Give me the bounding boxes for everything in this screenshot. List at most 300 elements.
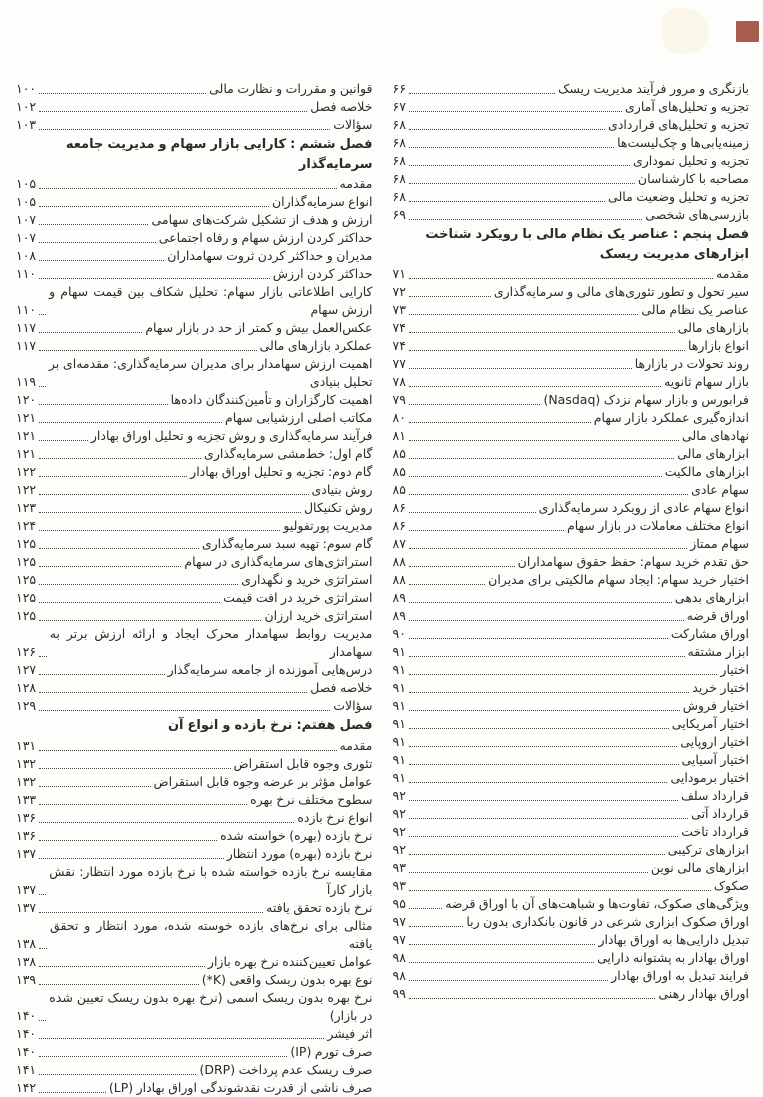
page-number: ۱۳۹ [16,971,37,987]
toc-row [16,116,373,134]
toc-title: فرایند تبدیل به اوراق بهادار [611,968,749,983]
toc-title: استراتژی خرید ارزان [264,608,373,623]
toc-row [393,98,750,116]
toc-row [16,535,373,553]
toc-title: صکوک [713,878,749,893]
page-number: ۱۴۰ [16,1043,37,1059]
dot-leader [39,1056,287,1057]
toc-title: درس‌هایی آموزنده از جامعه سرمایه‌گذار [167,662,373,677]
page-number: ۶۸ [392,189,406,204]
page-number: ۷۲ [392,284,406,299]
toc-title: استراتژی‌های سرمایه‌گذاری در سهام [184,554,373,569]
dot-leader [409,800,678,801]
toc-column-second [16,80,373,1095]
toc-title: عوامل تعیین‌کننده نرخ بهره بازار [207,953,373,969]
dot-leader [409,998,655,999]
toc-row [393,499,750,517]
toc-title: تبدیل دارایی‌ها به اوراق بهادار [598,932,749,947]
dot-leader [409,854,665,855]
toc-row [393,170,750,188]
toc-row [393,643,750,661]
dot-leader [409,962,594,963]
toc-title: سهام عادی [691,482,749,497]
page-number: ۹۲ [392,824,406,839]
page-number: ۱۲۵ [16,572,37,587]
toc-title: اهمیت کارگزاران و تأمین‌کنندگان داده‌ها [170,392,373,407]
toc-row [16,845,373,863]
page-number: ۹۱ [392,716,406,731]
toc-row [16,98,373,116]
toc-row [16,809,373,827]
toc-row [393,152,750,170]
toc-title: سهام ممتاز [690,536,749,551]
page-number: ۱۳۲ [16,755,37,771]
page-number: ۱۴۲ [16,1079,37,1095]
toc-title: سؤالات [333,698,373,713]
toc-row [393,679,750,697]
toc-title: مصاحبه با کارشناسان [637,171,749,186]
dot-leader [409,165,630,166]
toc-title: ویژگی‌های صکوک، تفاوت‌ها و شباهت‌های آن با اوراق قرضه [445,896,749,911]
page-number: ۸۷ [392,536,406,551]
toc-column-first [393,80,750,1060]
toc-title: قوانین و مقررات و نظارت مالی [209,81,373,96]
toc-title: اختیار آمریکایی [671,716,749,731]
toc-row [16,283,373,319]
toc-title: بازرسی‌های شخصی [645,207,749,222]
toc-row [393,769,750,787]
dot-leader [409,183,635,184]
dot-leader [409,93,555,94]
toc-title: کارایی اطلاعاتی بازار سهام: تحلیل شکاف بین قیمت سهام و ارزش سهام [49,284,373,317]
dot-leader [409,836,678,837]
toc-title: صرف ناشی از قدرت نقدشوندگی اوراق بهادار (LP) [108,1079,373,1095]
toc-row [393,481,750,499]
toc-title: بازنگری و مرور فرآیند مدیریت ریسک [558,81,749,96]
toc-row [16,517,373,535]
dot-leader [409,314,638,315]
page-number: ۱۲۳ [16,500,37,515]
page-number: ۶۷ [392,99,406,114]
toc-row [393,607,750,625]
toc-row [393,517,750,535]
page-number: ۶۸ [392,153,406,168]
toc-title: تجزیه و تحلیل وضعیت مالی [608,189,749,204]
toc-row [393,733,750,751]
page-number: ۹۷ [392,932,406,947]
toc-row [393,913,750,931]
dot-leader [409,890,711,891]
dot-leader [409,566,515,567]
toc-row [393,661,750,679]
toc-title: حداکثر کردن ارزش [272,266,373,281]
toc-row [393,859,750,877]
toc-row [16,355,373,391]
toc-row [393,391,750,409]
toc-title: تجزیه و تحلیل‌های قراردادی [608,117,749,132]
chapter-heading: فصل پنجم : عناصر یک نظام مالی با رویکرد شناخت ابزارهای مدیریت ریسک [425,227,749,262]
toc-row [16,247,373,265]
dot-leader [409,476,662,477]
page-number: ۹۱ [392,680,406,695]
page-number: ۱۲۷ [16,662,37,677]
dot-leader [409,278,713,279]
page-number: ۱۲۵ [16,590,37,605]
dot-leader [39,548,199,549]
dot-leader [39,750,336,751]
toc-row [393,188,750,206]
page-number: ۶۹ [392,207,406,222]
toc-title: روند تحولات در بازارها [634,356,749,371]
dot-leader [409,201,605,202]
toc-row [16,791,373,809]
scan-mark [736,21,759,42]
page-number: ۱۲۱ [16,446,37,461]
page-number: ۹۱ [392,770,406,785]
page-number: ۹۲ [392,842,406,857]
page-number: ۹۱ [392,662,406,677]
page-number: ۷۳ [392,302,406,317]
page-number: ۹۳ [392,878,406,893]
page-number: ۹۲ [392,788,406,803]
toc-row [393,715,750,733]
toc-title: اوراق مشارکت [670,626,749,641]
page-number: ۸۸ [392,572,406,587]
toc-title: ابزارهای مالکیت [664,464,749,479]
page-number: ۱۲۴ [16,518,37,533]
page-number: ۱۰۵ [16,176,37,191]
chapter-heading: فصل ششم : کارایی بازار سهام و مدیریت جامعه سرمایه‌گذار [65,137,373,172]
dot-leader [39,894,46,895]
dot-leader [409,764,679,765]
page-number: ۱۴۰ [16,1025,37,1041]
dot-leader [39,840,217,841]
toc-title: انواع بازارها [687,338,749,353]
toc-title: مدیریت روابط سهامدار محرک ایجاد و ارائه ارزش برتر به سهامدار [49,626,373,659]
toc-title: ابزارهای مالی [677,446,749,461]
toc-title: مکاتب اصلی ارزشیابی سهام [224,410,373,425]
page-number: ۷۴ [392,320,406,335]
dot-leader [39,1038,324,1039]
page-number: ۱۲۲ [16,482,37,497]
toc-row [16,863,373,899]
toc-title: استراتژی خرید و نگهداری [241,572,373,587]
page-number: ۱۳۲ [16,773,37,789]
toc-title: اختیار آسیایی [681,752,749,767]
dot-leader [39,314,46,315]
page-number: ۷۴ [392,338,406,353]
toc-title: اوراق صکوک ابزاری شرعی در قانون بانکداری بدون ربا [466,914,749,929]
toc-title: نرخ بازده (بهره) خواسته شده [220,827,373,843]
toc-title: نرخ بهره بدون ریسک اسمی (نرخ بهره بدون ریسک تعیین شده در بازار) [49,989,373,1023]
toc-row [393,823,750,841]
page-number: ۹۷ [392,914,406,929]
toc-row [393,265,750,283]
toc-title: مقدمه [339,737,373,753]
toc-title: مثالی برای نرخ‌های بازده خوسته شده، مورد انتظار و تحقق یافته [50,917,373,951]
toc-row [16,571,373,589]
toc-row [16,755,373,773]
toc-row [16,737,373,755]
page-number: ۱۳۶ [16,809,37,825]
toc-row [16,229,373,247]
dot-leader [409,111,622,112]
page-number: ۶۸ [392,117,406,132]
dot-leader [409,602,672,603]
toc-row [16,989,373,1025]
page-number: ۱۴۱ [16,1061,37,1077]
toc-row [393,80,750,98]
page-number: ۱۲۵ [16,608,37,623]
page-number: ۱۱۹ [16,374,37,389]
toc-row [16,409,373,427]
page-number: ۸۶ [392,518,406,533]
dot-leader [39,602,220,603]
toc-row [16,319,373,337]
scan-artifact [662,8,708,54]
dot-leader [409,728,669,729]
toc-title: سطوح مختلف نرخ بهره [250,791,373,807]
dot-leader [409,458,674,459]
toc-row [393,301,750,319]
page-number: ۱۱۷ [16,320,37,335]
toc-title: فرآیند سرمایه‌گذاری و روش تجزیه و تحلیل اوراق بهادار [90,428,373,443]
toc-title: اختیار خرید [692,680,749,695]
toc-row [393,337,750,355]
dot-leader [409,296,491,297]
toc-row [393,751,750,769]
dot-leader [39,1092,106,1093]
dot-leader [409,872,648,873]
toc-row [393,841,750,859]
toc-title: ابزار مشتقه [687,644,749,659]
dot-leader [39,512,301,513]
dot-leader [409,404,541,405]
toc-row [16,553,373,571]
toc-title: مقدمه [716,266,749,281]
toc-row [393,445,750,463]
toc-row [393,931,750,949]
page-number: ۱۲۹ [16,698,37,713]
toc-row [16,481,373,499]
page-number: ۱۰۷ [16,230,37,245]
page-number: ۱۲۱ [16,428,37,443]
page-number: ۱۰۵ [16,194,37,209]
dot-leader [39,404,167,405]
page-number: ۸۰ [392,410,406,425]
dot-leader [409,332,675,333]
toc-title: اوراق بهادار رهنی [658,986,749,1001]
toc-row [393,134,750,152]
toc-title: انواع نرخ بازده [297,809,373,825]
dot-leader [39,786,150,787]
dot-leader [39,804,247,805]
page-number: ۹۸ [392,968,406,983]
toc-row [393,373,750,391]
page-number: ۸۸ [392,554,406,569]
toc-title: اختیار برمودایی [670,770,749,785]
dot-leader [39,674,164,675]
dot-leader [39,822,294,823]
toc-title: مقدمه [339,176,373,191]
toc-row [393,589,750,607]
page-number: ۶۸ [392,135,406,150]
dot-leader [39,692,307,693]
page-number: ۱۳۷ [16,845,37,861]
toc-title: عوامل مؤثر بر عرضه وجوه قابل استقراض [153,773,373,789]
page-number: ۶۸ [392,171,406,186]
toc-title: تئوری وجوه قابل استقراض [233,755,373,771]
page-number: ۸۶ [392,500,406,515]
toc-title: صرف ریسک عدم پرداخت (DRP) [199,1061,373,1077]
dot-leader [39,278,270,279]
toc-title: مدیران و حداکثر کردن ثروت سهامداران [167,248,373,263]
dot-leader [39,1074,196,1075]
toc-title: اختیار اروپایی [680,734,749,749]
dot-leader [39,111,307,112]
page-number: ۷۷ [392,356,406,371]
dot-leader [39,656,47,657]
toc-title: عکس‌العمل بیش و کمتر از حد در بازار سهام [145,320,373,335]
page-number: ۹۰ [392,626,406,641]
toc-row [393,206,750,224]
dot-leader [39,422,222,423]
toc-row [393,319,750,337]
toc-row [16,211,373,229]
page-number: ۹۱ [392,644,406,659]
page-number: ۹۸ [392,950,406,965]
toc-row [16,607,373,625]
dot-leader [409,440,679,441]
dot-leader [409,692,689,693]
toc-row [393,463,750,481]
toc-row [393,787,750,805]
toc-row [393,805,750,823]
page-number: ۱۳۷ [16,899,37,915]
dot-leader [409,710,680,711]
dot-leader [39,530,280,531]
dot-leader [39,948,47,949]
toc-row [16,899,373,917]
toc-row [16,80,373,98]
toc-title: اندازه‌گیری عملکرد بازار سهام [593,410,749,425]
toc-row [16,827,373,845]
dot-leader [39,224,148,225]
toc-title: انواع سهام عادی از رویکرد سرمایه‌گذاری [538,500,749,515]
dot-leader [39,440,88,441]
page-number: ۸۵ [392,464,406,479]
toc-row [16,445,373,463]
toc-row [393,427,750,445]
toc-row [393,697,750,715]
toc-row [16,265,373,283]
dot-leader [409,512,536,513]
toc-title: اوراق بهادار به پشتوانه دارایی [597,950,749,965]
toc-row [393,283,750,301]
page-number: ۹۳ [392,860,406,875]
toc-row [16,917,373,953]
dot-leader [39,260,164,261]
dot-leader [39,332,142,333]
toc-row [16,391,373,409]
dot-leader [409,368,632,369]
page-number: ۱۲۸ [16,680,37,695]
page-number: ۱۰۸ [16,248,37,263]
toc-title: فرابورس و بازار سهام نزدک (Nasdaq) [543,392,749,407]
toc-row [393,355,750,373]
toc-title: حق تقدم خرید سهام: حفظ حقوق سهامداران [517,554,749,569]
page-number: ۹۱ [392,698,406,713]
dot-leader [409,926,463,927]
dot-leader [39,242,156,243]
dot-leader [39,984,199,985]
toc-title: ابزارهای مالی نوین [650,860,749,875]
dot-leader [409,620,684,621]
toc-row [16,175,373,193]
page-number: ۱۰۷ [16,212,37,227]
toc-row [393,625,750,643]
toc-row [393,571,750,589]
toc-title: روش تکنیکال [303,500,373,515]
dot-leader [39,350,256,351]
page-number: ۱۲۰ [16,392,37,407]
page-number: ۹۱ [392,734,406,749]
page-number: ۱۲۵ [16,554,37,569]
dot-leader [39,93,206,94]
page-number: ۸۱ [392,428,406,443]
toc-title: اختیار خرید سهام: ایجاد سهام مالکیتی برای مدیران [488,572,749,587]
toc-row [16,427,373,445]
dot-leader [409,548,687,549]
toc-title: زمینه‌یابی‌ها و چک‌لیست‌ها [617,135,749,150]
page-number: ۱۳۱ [16,737,37,753]
toc-row [16,1025,373,1043]
dot-leader [39,966,205,967]
toc-title: نهادهای مالی [681,428,749,443]
dot-leader [39,386,46,387]
dot-leader [409,530,564,531]
page-number: ۸۹ [392,590,406,605]
toc-row [16,679,373,697]
toc-title: خلاصه فصل [310,680,373,695]
toc-title: روش بنیادی [311,482,373,497]
dot-leader [39,584,238,585]
toc-title: اهمیت ارزش سهامدار برای مدیران سرمایه‌گذاری: مقدمه‌ای بر تحلیل بنیادی [48,356,373,389]
page-number: ۹۱ [392,752,406,767]
page-number: ۹۹ [392,986,406,1001]
toc-row [16,1079,373,1097]
dot-leader [39,912,263,913]
toc-row [16,1061,373,1079]
dot-leader [409,782,668,783]
toc-title: ارزش و هدف از تشکیل شرکت‌های سهامی [151,212,373,227]
dot-leader [409,746,677,747]
toc-row [16,971,373,989]
toc-title: اختیار فروش [682,698,749,713]
toc-title: نوع بهره بدون ریسک واقعی (K*) [201,971,373,987]
toc-title: عملکرد بازارهای مالی [259,338,373,353]
toc-title: مقایسه نرخ بازده خواسته شده با نرخ بازده مورد انتظار: نقش بازار کارآ [49,863,373,897]
toc-row [393,895,750,913]
dot-leader [39,206,269,207]
dot-leader [39,768,230,769]
page-number: ۱۰۲ [16,99,37,114]
dot-leader [409,818,688,819]
toc-row [16,589,373,607]
dot-leader [409,584,485,585]
toc-title: خلاصه فصل [310,99,373,114]
dot-leader [39,566,181,567]
